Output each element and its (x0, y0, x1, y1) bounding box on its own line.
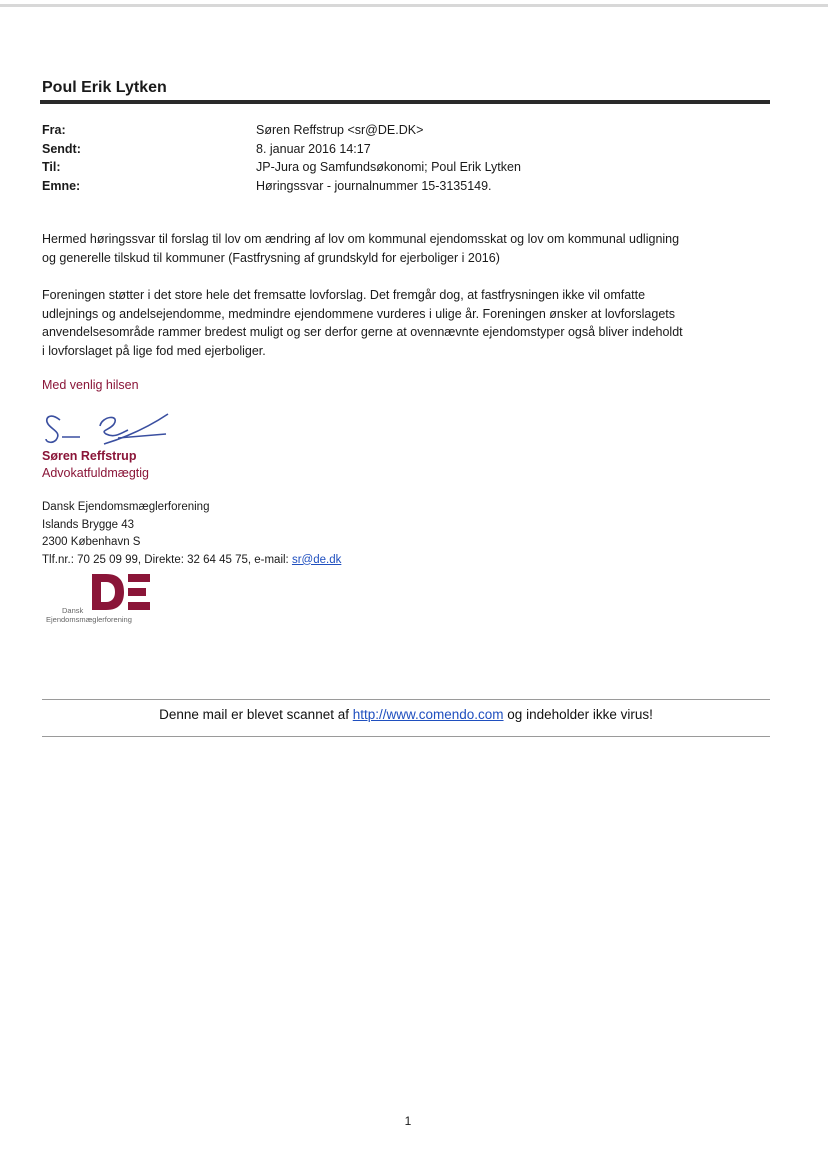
body-line: og generelle tilskud til kommuner (Fastfrysning af grundskyld for ejerboliger i 2016) (42, 250, 500, 265)
signature-title: Advokatfuldmægtig (42, 466, 150, 480)
meta-row-from (42, 121, 762, 140)
meta-row-subject (42, 177, 762, 196)
logo-text-line-1: Dansk (62, 606, 84, 615)
logo-text (46, 606, 132, 624)
meta-value-subject: Høringssvar - journalnummer 15-3135149. (256, 178, 492, 193)
logo-text-line-2: Ejendomsmæglerforening (46, 615, 132, 624)
handwritten-signature (40, 406, 180, 452)
virus-scan-notice (0, 707, 812, 722)
address-street: Islands Brygge 43 (42, 518, 135, 531)
sender-name-heading: Poul Erik Lytken (42, 79, 167, 96)
body-line: Foreningen støtter i det store hele det fremsatte lovforslag. Det fremgår dog, at fastfrysningen ikke vil omfatte (42, 288, 646, 302)
page-number: 1 (404, 1114, 412, 1128)
footer-rule-top (42, 699, 770, 700)
address-org: Dansk Ejendomsmæglerforening (42, 501, 210, 513)
page-top-edge (0, 4, 828, 7)
body-line: Hermed høringssvar til forslag til lov om ændring af lov om kommunal ejendomsskat og lov om kommunal udligning (42, 232, 680, 246)
company-logo (46, 568, 164, 632)
comendo-link[interactable]: http://www.comendo.com (352, 707, 504, 722)
email-link[interactable]: sr@de.dk (291, 553, 342, 566)
email-meta (42, 121, 762, 195)
meta-label-from: Fra: (42, 123, 66, 137)
body-paragraph-2 (42, 286, 772, 360)
meta-label-subject: Emne: (42, 178, 81, 193)
body-line: anvendelsesområde rammer bredest muligt og ser derfor gerne at ovennævnte ejendomstyper også bliver indeholdt (42, 325, 683, 340)
header-rule (40, 100, 770, 104)
meta-label-sent: Sendt: (42, 141, 81, 156)
meta-value-sent: 8. januar 2016 14:17 (256, 141, 371, 156)
meta-value-from: Søren Reffstrup <sr@DE.DK> (256, 123, 424, 137)
signature-name: Søren Reffstrup (42, 449, 137, 463)
body-line: i lovforslaget på lige fod med ejerboliger. (42, 343, 266, 358)
notice-suffix: og indeholder ikke virus! (503, 707, 653, 722)
body-line: udlejnings og andelsejendomme, medmindre ejendommene vurderes i ulige år. Foreningen ønsker at lovforslagets (42, 306, 675, 321)
meta-row-sent (42, 140, 762, 159)
meta-label-to: Til: (42, 160, 61, 174)
closing-greeting: Med venlig hilsen (42, 378, 139, 392)
meta-value-to: JP-Jura og Samfundsøkonomi; Poul Erik Lytken (256, 160, 521, 174)
body-paragraph-1 (42, 230, 772, 267)
contact-numbers: Tlf.nr.: 70 25 09 99, Direkte: 32 64 45 75, e-mail: (42, 553, 292, 566)
meta-row-to (42, 158, 762, 177)
address-city: 2300 København S (42, 536, 141, 548)
footer-rule-bottom (42, 736, 770, 737)
notice-prefix: Denne mail er blevet scannet af (159, 707, 353, 722)
address-contact (42, 552, 341, 570)
address-block (42, 499, 341, 569)
